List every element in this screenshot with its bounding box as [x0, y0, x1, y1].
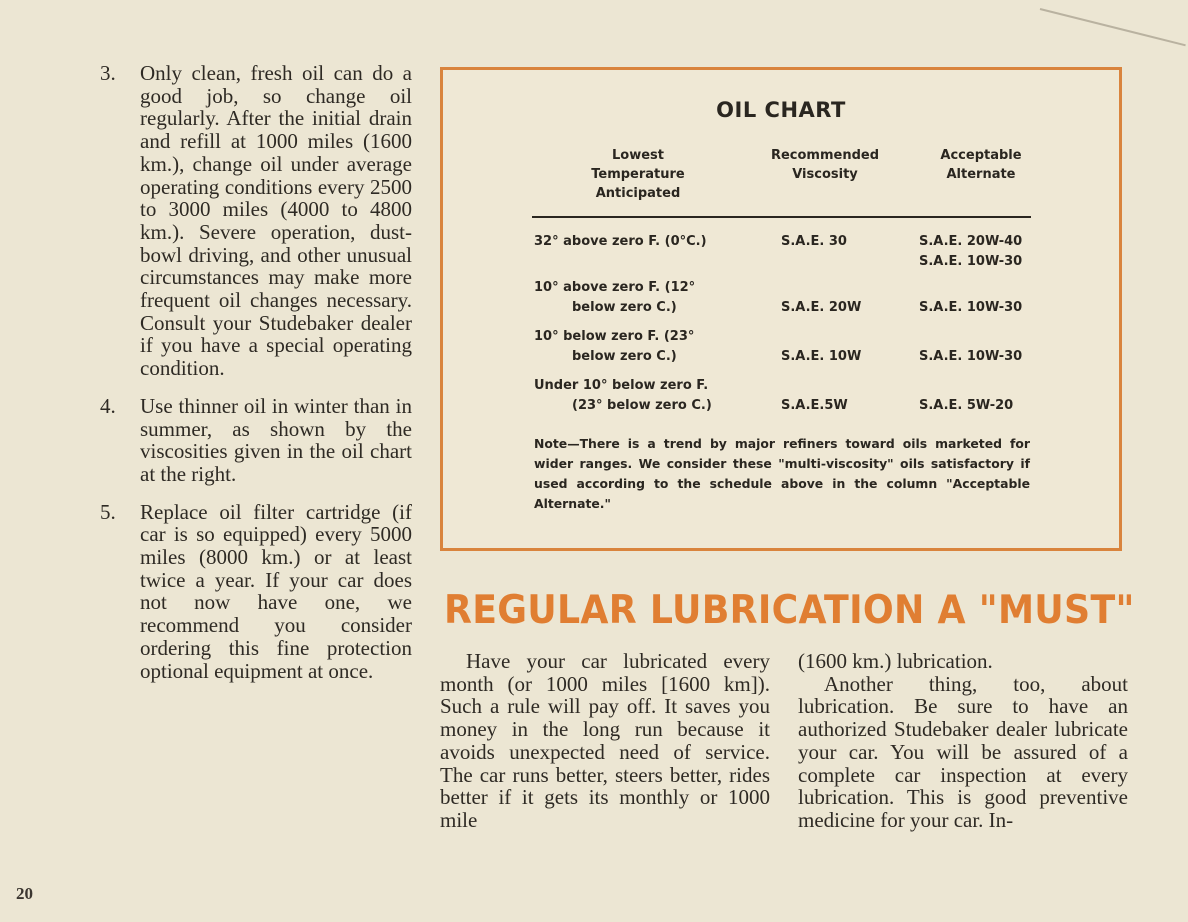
temperature-cell — [534, 376, 764, 416]
recommended-cell: S.A.E.5W — [781, 398, 848, 413]
recommended-cell: S.A.E. 30 — [781, 234, 847, 249]
temperature-line: 32° above zero F. (0°C.) — [534, 234, 707, 249]
item-number: 4. — [100, 393, 116, 418]
temperature-cell — [534, 278, 764, 318]
paragraph: Another thing, too, about lubrication. Be sure to have an authorized Studebaker dealer lubricate your car. You will be assured of a complete car inspection at every lubrication. This is good preventive medicine for your car. In- — [798, 671, 1128, 832]
oil-chart-note: Note—There is a trend by major refiners toward oils marketed for wider ranges. We consider these "multi-viscosity" oils satisfactory if used according to the schedule above in the column "Acceptable Alternate." — [534, 436, 1030, 511]
temperature-line: below zero C.) — [572, 349, 677, 364]
list-item — [100, 395, 412, 486]
list-item — [100, 501, 412, 683]
alternate-cell: S.A.E. 10W-30 — [919, 300, 1023, 315]
oil-chart-box — [440, 67, 1122, 551]
temperature-line: 10° below zero F. (23° — [534, 329, 695, 344]
header-recommended: Recommended Viscosity — [770, 148, 880, 182]
temperature-cell — [534, 327, 764, 367]
oil-chart-title: OIL CHART — [716, 98, 846, 122]
alternate-cell: S.A.E. 10W-30 — [919, 349, 1023, 364]
header-alternate: Acceptable Alternate — [940, 148, 1022, 182]
recommended-cell: S.A.E. 10W — [781, 349, 862, 364]
alternate-line: S.A.E. 10W-30 — [919, 254, 1023, 269]
alternate-cell — [919, 232, 1079, 272]
maintenance-list — [100, 62, 412, 697]
alternate-line: S.A.E. 20W-40 — [919, 234, 1023, 249]
list-item — [100, 62, 412, 380]
temperature-line: below zero C.) — [572, 300, 677, 315]
section-heading: REGULAR LUBRICATION A "MUST" — [444, 588, 1135, 633]
temperature-line: Under 10° below zero F. — [534, 378, 709, 393]
item-text: Use thinner oil in winter than in summer, as shown by the viscosities given in the oil chart at the right. — [140, 393, 412, 486]
paragraph: (1600 km.) lubrication. — [798, 649, 993, 673]
header-temperature: Lowest Temperature Anticipated — [591, 148, 685, 201]
recommended-cell: S.A.E. 20W — [781, 300, 862, 315]
page-fold-line — [1040, 8, 1186, 46]
alternate-cell: S.A.E. 5W-20 — [919, 398, 1014, 413]
temperature-line: (23° below zero C.) — [572, 398, 712, 413]
temperature-cell — [534, 232, 764, 252]
header-divider — [532, 216, 1031, 218]
temperature-line: 10° above zero F. (12° — [534, 280, 696, 295]
paragraph: Have your car lubricated every month (or 1000 miles [1600 km]). Such a rule will pay off. It saves you money in the long run because it avoids unexpected need of service. The car runs better, steers better, rides better if it gets its monthly or 1000 mile — [440, 649, 770, 832]
item-text: Only clean, fresh oil can do a good job, so change oil regularly. After the initial drain and refill at 1000 miles (1600 km.), change oil under average operating conditions every 2500 to 3000 miles (4000 to 4800 km.). Severe operation, dust-bowl driving, and other unusual circumstances may make more frequent oil changes necessary. Consult your Studebaker dealer if you have a special operating condition. — [140, 61, 412, 381]
page-number: 20 — [16, 884, 33, 903]
item-text: Replace oil filter cartridge (if car is so equipped) every 5000 miles (8000 km.) or at least twice a year. If your car does not now have one, we recommend you consider ordering this fine protection optional equipment at once. — [140, 499, 412, 683]
item-number: 5. — [100, 499, 116, 524]
body-column-right — [798, 650, 1128, 832]
item-number: 3. — [100, 61, 116, 85]
body-column-left — [440, 650, 770, 832]
